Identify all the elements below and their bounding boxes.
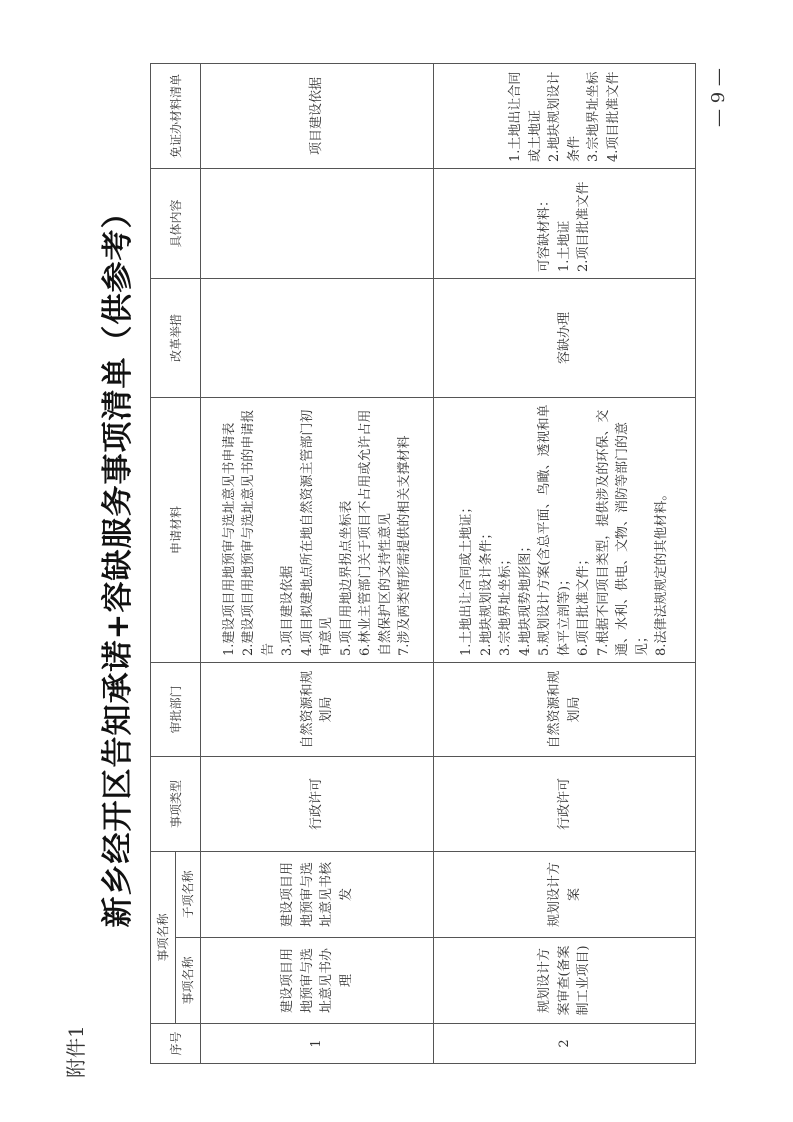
material-item: 7.根据不同项目类型，提供涉及的环保、交通、水利、供电、文物、消防等部门的意见； (595, 409, 650, 656)
material-item: 5.规划设计方案(含总平面、鸟瞰、透视和单体平立剖等)； (537, 404, 572, 656)
material-item: 4.项目拟建地点所在地自然资源主管部门初审意见 (299, 409, 334, 656)
row-specific-content (201, 168, 434, 278)
exempt-item: 1.土地出让合同或土地证 (508, 71, 543, 162)
specific-content-line: 可容缺材料： (537, 193, 553, 272)
header-reform-measures: 改革举措 (151, 278, 201, 397)
row-reform-measures (201, 278, 434, 397)
header-matter-type: 事项类型 (151, 756, 201, 851)
table-row (434, 63, 696, 1063)
material-item: 3.项目建设依据 (280, 565, 295, 656)
material-item: 2.地块规划设计条件； (478, 526, 494, 656)
specific-content-line: 2.项目批准文件 (576, 181, 592, 272)
exempt-item: 项目建设依据 (309, 76, 325, 155)
exempt-item: 4.项目批准文件 (605, 71, 621, 162)
exempt-item: 2.地块规划设计条件 (547, 71, 582, 162)
material-item: 7.涉及两类情形需提供的相关支撑材料 (397, 435, 412, 656)
row-matter-name: 规划设计方案审查(备案制工业项目) (434, 938, 696, 1024)
material-item: 2.建设项目用地预审与选址意见书的申请报告 (241, 409, 276, 656)
row-matter-type: 行政许可 (201, 756, 434, 851)
page-title: 新乡经开区告知承诺+容缺服务事项清单（供参考） (100, 196, 136, 928)
header-matter-name-group: 事项名称 (151, 851, 176, 1023)
attachment-label: 附件1 (64, 1025, 88, 1078)
header-specific-content: 具体内容 (151, 168, 201, 278)
row-matter-name: 建设项目用地预审与选址意见书办理 (201, 938, 434, 1024)
table-row (201, 63, 434, 1063)
material-item: 1.土地出让合同或土地证； (459, 500, 475, 656)
row-seq: 2 (434, 1024, 696, 1064)
material-item: 3.宗地界址坐标； (498, 552, 514, 656)
header-seq: 序号 (151, 1024, 201, 1064)
row-application-materials (201, 397, 434, 662)
exempt-item: 3.宗地界址坐标 (586, 71, 601, 162)
material-item: 6.项目批准文件； (576, 552, 592, 656)
material-item: 6.林业主管部门关于项目不占用或允许占用自然保护区的支持性意见 (358, 409, 393, 656)
specific-content-line: 1.土地证 (556, 220, 572, 272)
row-sub-item-name: 建设项目用地预审与选址意见书核发 (201, 851, 434, 937)
row-application-materials (434, 397, 696, 662)
material-item: 1.建设项目用地预审与选址意见书申请表 (221, 422, 237, 656)
page-number: — 9 — (708, 68, 729, 127)
row-seq: 1 (201, 1024, 434, 1064)
header-sub-item-name: 子项名称 (176, 851, 201, 937)
material-item: 4.地块现势地形图； (517, 539, 533, 656)
material-item: 8.法律法规规定的其他材料。 (654, 487, 670, 656)
row-matter-type: 行政许可 (434, 756, 696, 851)
row-approval-dept: 自然资源和规划局 (434, 662, 696, 756)
row-exempt-list (434, 63, 696, 168)
row-specific-content (434, 168, 696, 278)
row-reform-measures: 容缺办理 (434, 278, 696, 397)
material-item: 5.项目用地边界拐点坐标表 (338, 500, 354, 656)
row-approval-dept: 自然资源和规划局 (201, 662, 434, 756)
header-approval-dept: 审批部门 (151, 662, 201, 756)
header-matter-name: 事项名称 (176, 938, 201, 1024)
row-sub-item-name: 规划设计方案 (434, 851, 696, 937)
header-application-materials: 申请材料 (151, 397, 201, 662)
matters-table (150, 63, 696, 1064)
row-exempt-list (201, 63, 434, 168)
header-exempt-materials: 免证办材料清单 (151, 63, 201, 168)
header-row-1 (151, 63, 176, 1063)
